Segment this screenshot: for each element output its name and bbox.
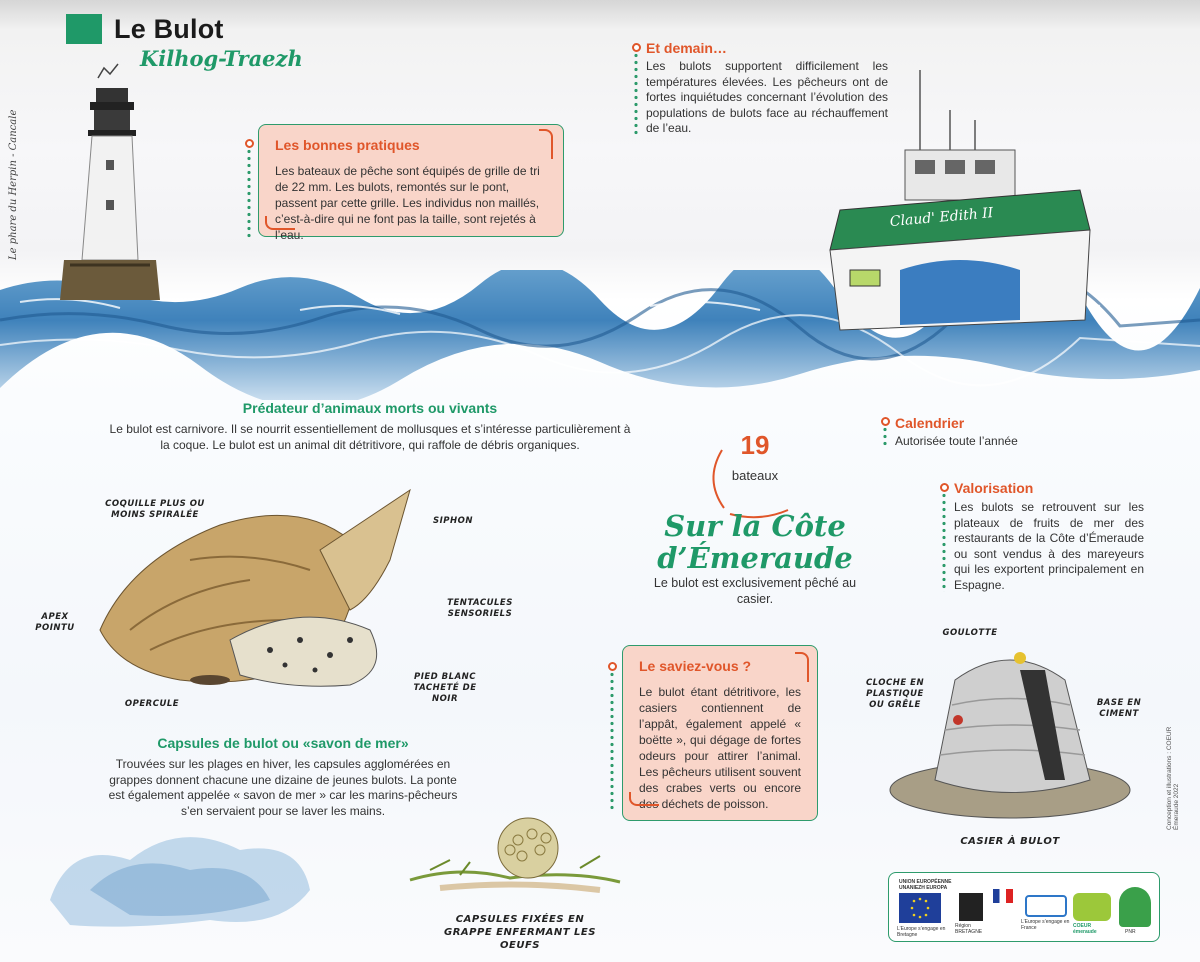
france-flag-icon: [993, 889, 1013, 903]
label-coquille: COQUILLE PLUS OU MOINS SPIRALÉE: [105, 499, 205, 520]
bretagne-label: Région BRETAGNE: [955, 923, 983, 935]
label-base: BASE EN CIMENT: [1096, 698, 1142, 719]
saviez-vous-box: [622, 645, 818, 821]
label-opercule: OPERCULE: [124, 699, 180, 709]
pnr-logo-icon: [1119, 887, 1151, 927]
coeur-label: COEUR émeraude: [1073, 923, 1097, 935]
cote-title: Sur la Côte d’Émeraude: [657, 509, 853, 575]
lighthouse-caption: Le phare du Herpin - Cancale: [8, 109, 19, 260]
calendrier-title: Calendrier: [895, 415, 965, 431]
et-demain-marker: [632, 43, 640, 138]
europe-engage-icon: [1025, 895, 1067, 917]
egg-capsules-illustration: [400, 810, 630, 900]
bonnes-pratiques-text: Les bateaux de pêche sont équipés de grille de tri de 22 mm. Les bulots, remontés sur le pont, passent par cette grille. Les individus non maillés, c’est-à-dire qui ne font pas la taille, sont rejetés à l’eau.: [275, 164, 540, 242]
label-apex: APEX POINTU: [35, 612, 75, 633]
europe-engage-label: L’Europe s’engage en France: [1021, 919, 1070, 931]
eu-label: UNION EUROPÉENNE UNANIEZH EUROPA: [899, 879, 952, 891]
saviez-vous-marker: [608, 662, 616, 812]
et-demain-text: Les bulots supportent difficilement les températures élevées. Les pêcheurs ont de fortes inquiétudes concernant l’évolution des populations de bulots face au réchauffement de l’eau.: [646, 59, 888, 135]
predateur-title: Prédateur d’animaux morts ou vivants: [242, 400, 498, 416]
whelk-trap-illustration: [880, 630, 1140, 820]
capsules-text: Trouvées sur les plages en hiver, les capsules agglomérées en grappes donnent chacune une dizaine de jeunes bulots. La ponte est également appelée « savon de mer » car les marins-pêcheurs s’en servaient pour se laver les mains.: [108, 757, 458, 818]
saviez-vous-title: Le saviez-vous ?: [639, 658, 752, 674]
capsules-caption: CAPSULES FIXÉES EN GRAPPE ENFERMANT LES OEUFS: [444, 914, 596, 951]
saviez-vous-text: Le bulot étant détritivore, les casiers contiennent de l’appât, également appelé « boëtte », qui dégage de fortes odeurs pour attirer l’animal. Les pêcheurs utilisent souvent des crabes verts ou encore des déchets de poisson.: [639, 685, 801, 811]
eu-flag-icon: [899, 893, 941, 923]
calendrier-text: Autorisée toute l’année: [895, 434, 1018, 448]
casier-caption: CASIER À BULOT: [960, 836, 1060, 847]
bretagne-logo-icon: [959, 893, 983, 921]
valorisation-marker: [940, 483, 948, 593]
stat-value: 19: [740, 430, 770, 460]
pnr-label: PNR: [1125, 929, 1136, 935]
boat-name: Claud' Edith II: [889, 205, 994, 231]
eu-sub-label: L’Europe s’engage en Bretagne: [897, 926, 946, 938]
label-cloche: CLOCHE EN PLASTIQUE OU GRÊLE: [865, 678, 925, 710]
bonnes-pratiques-box: [258, 124, 564, 242]
label-siphon: SIPHON: [433, 516, 473, 526]
label-tentacules: TENTACULES SENSORIELS: [447, 598, 513, 619]
valorisation-text: Les bulots se retrouvent sur les plateaux de fruits de mer des restaurants de la Côte d’Émeraude ou sont vendus à des mareyeurs qui les exportent principalement en Espagne.: [954, 500, 1144, 592]
page-subtitle: Kilhog-Traezh: [140, 46, 303, 71]
title-marker: [66, 14, 102, 44]
page-title: Le Bulot: [114, 14, 224, 44]
stat-label: bateaux: [731, 468, 779, 483]
watercolor-splash: [30, 780, 330, 930]
label-pied: PIED BLANC TACHETÉ DE NOIR: [413, 672, 477, 704]
et-demain-title: Et demain…: [646, 40, 727, 56]
label-goulotte: GOULOTTE: [942, 628, 998, 638]
partner-logos: [888, 872, 1160, 942]
coeur-logo-icon: [1073, 893, 1111, 921]
calendrier-marker: [881, 417, 889, 447]
bonnes-pratiques-title: Les bonnes pratiques: [275, 137, 420, 153]
lighthouse-illustration: [60, 60, 160, 320]
cote-text: Le bulot est exclusivement pêché au casier.: [653, 576, 857, 606]
capsules-title: Capsules de bulot ou «savon de mer»: [157, 735, 409, 751]
bonnes-pratiques-marker: [245, 139, 253, 239]
credits-caption: Conception et illustrations : COEUR Émeraude 2022: [1166, 726, 1180, 830]
valorisation-title: Valorisation: [954, 480, 1034, 496]
predateur-text: Le bulot est carnivore. Il se nourrit essentiellement de mollusques et s’intéresse particulièrement à la coque. Le bulot est un animal dit détritivore, qui raffole de débris organiques.: [109, 422, 631, 452]
